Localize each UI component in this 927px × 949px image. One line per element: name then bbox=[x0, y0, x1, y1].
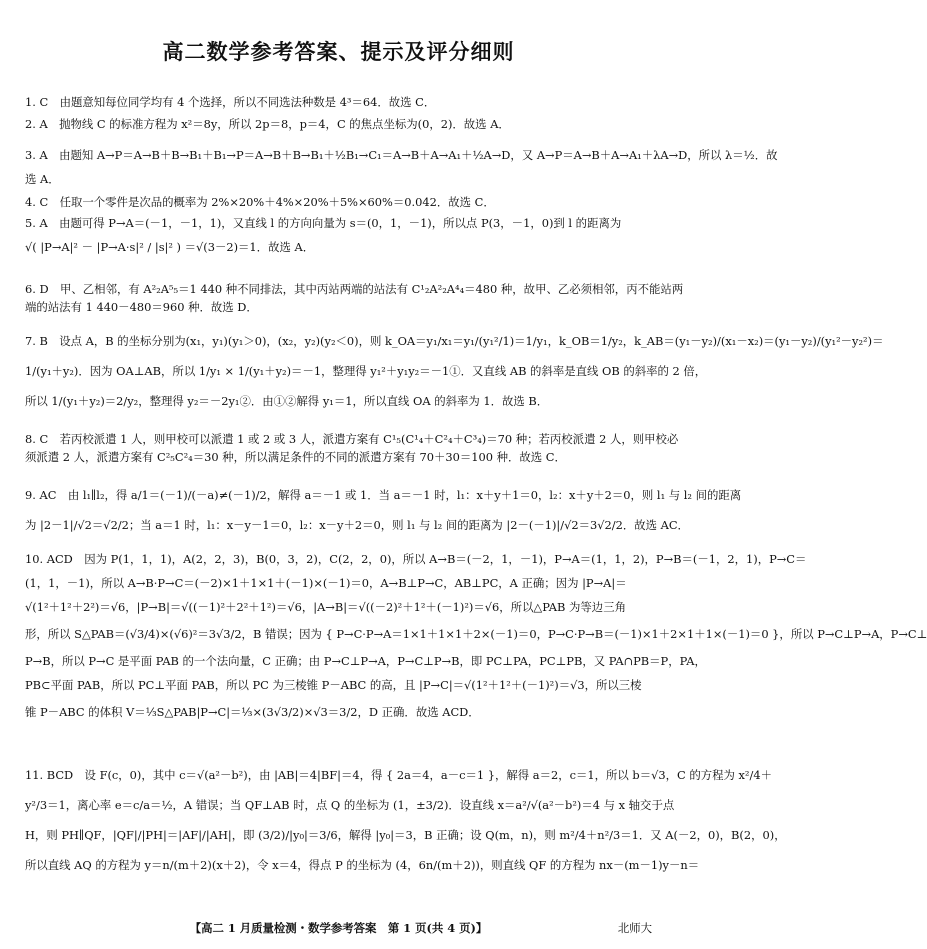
answer-line: 形，所以 S△PAB＝(√3/4)×(√6)²＝3√3/2，B 错误；因为 { P→C·P→A＝1×1＋1×1＋2×(－1)＝0，P→C·P→B＝(－1)×1＋2×1＋1×(－1)＝0 }，所以 P→C⊥P→A，P→C⊥ bbox=[25, 627, 927, 641]
answer-line: y²/3＝1，离心率 e＝c/a＝½，A 错误；当 QF⊥AB 时，点 Q 的坐标为 (1，±3/2)．设直线 x＝a²/√(a²－b²)＝4 与 x 轴交于点 bbox=[25, 798, 675, 812]
footer-edition: 北师大 bbox=[617, 921, 652, 935]
answer-line: 选 A． bbox=[25, 172, 60, 186]
answer-line: 9. AC 由 l₁∥l₂，得 a/1＝(－1)/(－a)≠(－1)/2，解得 a＝－1 或 1．当 a＝－1 时，l₁：x＋y＋1＝0，l₂：x＋y＋2＝0，则 l₁ 与 l₂ 间的距离 bbox=[25, 488, 742, 502]
answer-line: 11. BCD 设 F(c，0)，其中 c＝√(a²－b²)，由 |AB|＝4|BF|＝4，得 { 2a＝4，a－c＝1 }，解得 a＝2，c＝1，所以 b＝√3，C 的方程为 x²/4＋ bbox=[25, 768, 772, 782]
answer-line: 10. ACD 因为 P(1，1，1)，A(2，2，3)，B(0，3，2)，C(2，2，0)，所以 A→B＝(－2，1，－1)，P→A＝(1，1，2)，P→B＝(－1，2，1)，P→C＝ bbox=[25, 552, 807, 566]
answer-9 bbox=[25, 480, 742, 540]
answer-5 bbox=[25, 214, 653, 262]
answer-line: H，则 PH∥QF，|QF|/|PH|＝|AF|/|AH|，即 (3/2)/|y₀|＝3/6，解得 |y₀|＝3，B 正确；设 Q(m，n)，则 m²/4＋n²/3＝1．又 A(－2，0)，B(2，0)， bbox=[25, 828, 786, 842]
answer-line: 6. D 甲、乙相邻，有 A²₂A⁵₅＝1 440 种不同排法，其中丙站两端的站法有 C¹₂A²₂A⁴₄＝480 种，故甲、乙必须相邻，丙不能站两 bbox=[25, 282, 684, 296]
answer-1 bbox=[25, 93, 653, 111]
answer-line: 5. A 由题可得 P→A＝(－1，－1，1)，又直线 l 的方向向量为 s＝(0，1，－1)，所以点 P(3，－1，0)到 l 的距离为 bbox=[25, 216, 622, 230]
answer-11 bbox=[25, 760, 786, 880]
answer-line: 所以直线 AQ 的方程为 y＝n/(m＋2)(x＋2)，令 x＝4，得点 P 的坐标为 (4，6n/(m＋2))，则直线 QF 的方程为 nx－(m－1)y－n＝ bbox=[25, 858, 700, 872]
answer-line: 所以 1/(y₁＋y₂)＝2/y₂，整理得 y₂＝－2y₁②．由①②解得 y₁＝1，所以直线 OA 的斜率为 1．故选 B． bbox=[25, 394, 549, 408]
answer-line: √(1²＋1²＋2²)＝√6，|P→B|＝√((－1)²＋2²＋1²)＝√6，|A→B|＝√((－2)²＋1²＋(－1)²)＝√6，所以△PAB 为等边三角 bbox=[25, 600, 626, 614]
page-footer bbox=[0, 918, 677, 938]
answer-line: P→B，所以 P→C 是平面 PAB 的一个法向量，C 正确；由 P→C⊥P→A，P→C⊥P→B，即 PC⊥PA，PC⊥PB，又 PA∩PB＝P，PA， bbox=[25, 654, 706, 668]
answer-line: 8. C 若丙校派遣 1 人，则甲校可以派遣 1 或 2 或 3 人，派遣方案有 C¹₅(C¹₄＋C²₄＋C³₄)＝70 种；若丙校派遣 2 人，则甲校必 bbox=[25, 432, 679, 446]
answer-line: 锥 P－ABC 的体积 V＝⅓S△PAB|P→C|＝⅓×(3√3/2)×√3＝3/2，D 正确．故选 ACD． bbox=[25, 705, 480, 719]
answer-line: (1，1，－1)，所以 A→B·P→C＝(－2)×1＋1×1＋(－1)×(－1)＝0，A→B⊥P→C，AB⊥PC，A 正确；因为 |P→A|＝ bbox=[25, 576, 627, 590]
answer-line: 3. A 由题知 A→P＝A→B＋B→B₁＋B₁→P＝A→B＋B→B₁＋½B₁→C₁＝A→B＋A→A₁＋½A→D，又 A→P＝A→B＋A→A₁＋λA→D，所以 λ＝½．故 bbox=[25, 148, 778, 162]
answer-3 bbox=[25, 140, 778, 188]
document-title: 高二数学参考答案、提示及评分细则 bbox=[162, 40, 515, 64]
answer-7 bbox=[25, 326, 884, 416]
answer-line: √( |P→A|² － |P→A·s|² / |s|² ) ＝√(3－2)＝1．故选 A． bbox=[25, 240, 315, 254]
answer-8 bbox=[25, 430, 679, 466]
answer-line: 1. C 由题意知每位同学均有 4 个选择，所以不同选法种数是 4³＝64．故选 C． bbox=[25, 95, 436, 109]
answer-line: 为 |2－1|/√2＝√2/2；当 a＝1 时，l₁：x－y－1＝0，l₂：x－y＋2＝0，则 l₁ 与 l₂ 间的距离为 |2－(－1)|/√2＝3√2/2．故选 AC． bbox=[25, 518, 689, 532]
answer-6 bbox=[25, 280, 684, 316]
answer-line: 端的站法有 1 440－480＝960 种．故选 D． bbox=[25, 300, 258, 314]
answer-4 bbox=[25, 193, 653, 211]
answer-line: 1/(y₁＋y₂)．因为 OA⊥AB，所以 1/y₁ × 1/(y₁＋y₂)＝－1，整理得 y₁²＋y₁y₂＝－1①．又直线 AB 的斜率是直线 OB 的斜率的 2 倍， bbox=[25, 364, 707, 378]
answer-10 bbox=[25, 547, 927, 727]
answer-line: PB⊂平面 PAB，所以 PC⊥平面 PAB，所以 PC 为三棱锥 P－ABC 的高，且 |P→C|＝√(1²＋1²＋(－1)²)＝√3，所以三棱 bbox=[25, 678, 642, 692]
answer-2 bbox=[25, 115, 653, 133]
answer-line: 2. A 抛物线 C 的标准方程为 x²＝8y，所以 2p＝8，p＝4，C 的焦点坐标为(0，2)．故选 A． bbox=[25, 117, 510, 131]
answer-line: 须派遣 2 人，派遣方案有 C²₅C²₄＝30 种，所以满足条件的不同的派遣方案有 70＋30＝100 种．故选 C． bbox=[25, 450, 566, 464]
answer-line: 7. B 设点 A，B 的坐标分别为(x₁，y₁)(y₁＞0)，(x₂，y₂)(y₂＜0)，则 k_OA＝y₁/x₁＝y₁/(y₁²/1)＝1/y₁，k_OB＝1/y₂，k_AB＝(y₁－y₂)/(x₁－x₂)＝(y₁－y₂)/(y₁²－y₂²)＝ bbox=[25, 334, 884, 348]
answer-line: 4. C 任取一个零件是次品的概率为 2%×20%＋4%×20%＋5%×60%＝0.042．故选 C． bbox=[25, 195, 495, 209]
footer-page-info: 【高二 1 月质量检测・数学参考答案 第 1 页(共 4 页)】 bbox=[189, 921, 488, 935]
